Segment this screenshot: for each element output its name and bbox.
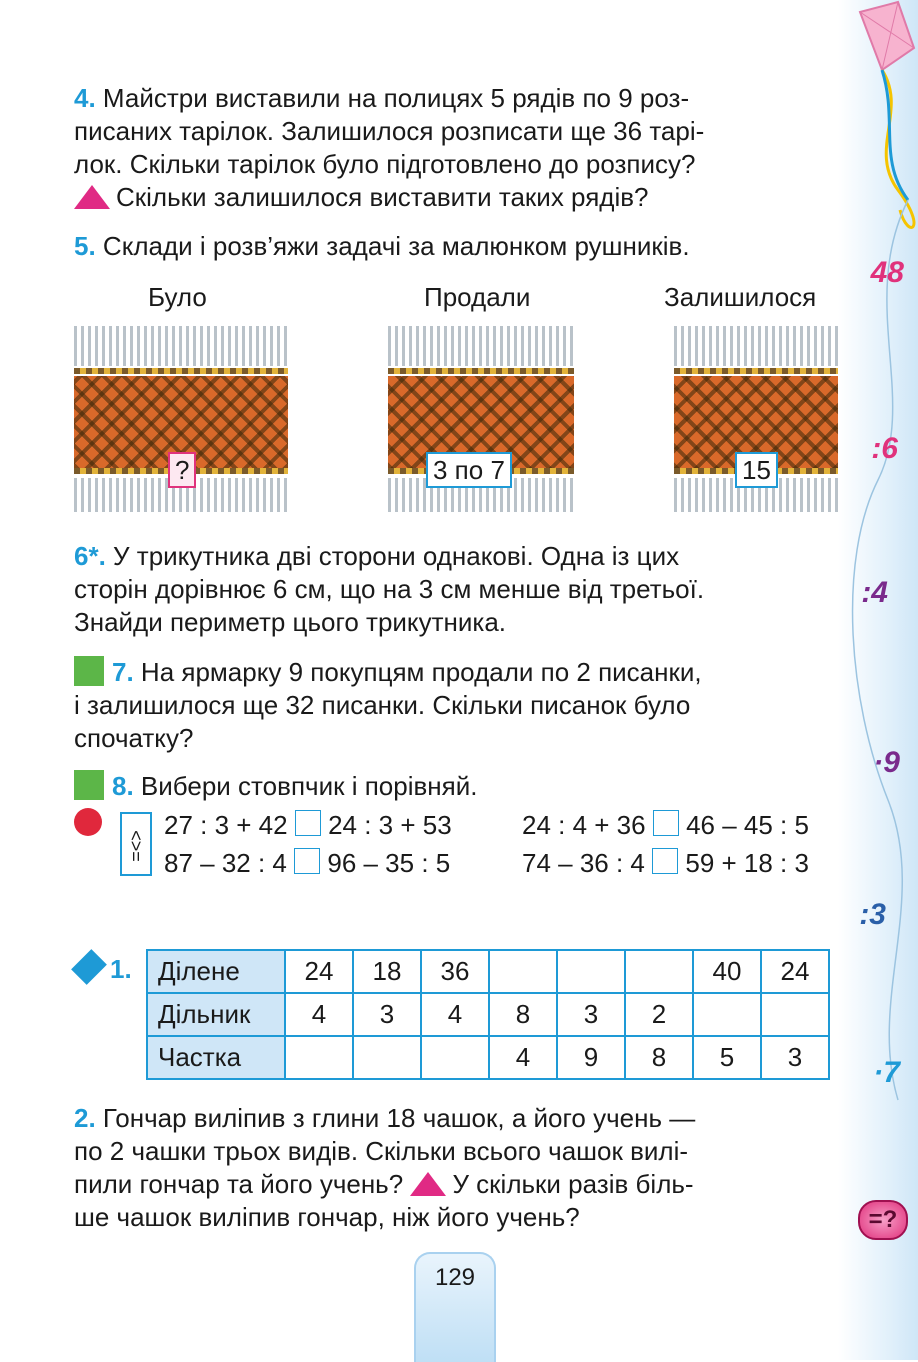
- task-number: 2.: [74, 1103, 96, 1133]
- table-cell[interactable]: [353, 1036, 421, 1079]
- table-cell: 5: [693, 1036, 761, 1079]
- table-cell: 8: [625, 1036, 693, 1079]
- table-cell[interactable]: [557, 950, 625, 993]
- equals-question-label: =?: [868, 1206, 898, 1233]
- label-left: 15: [735, 452, 778, 488]
- task-8: [74, 770, 838, 803]
- task-number: 8.: [112, 771, 134, 801]
- task-line: пили гончар та його учень?: [74, 1169, 404, 1199]
- task-line: Склади і розв’яжи задачі за малюнком рушників.: [102, 231, 690, 261]
- table-cell: 3: [761, 1036, 829, 1079]
- side-number-4: :4: [861, 576, 888, 609]
- red-circle-icon: [74, 808, 102, 836]
- table-cell: 2: [625, 993, 693, 1036]
- compare-expr: [522, 844, 809, 882]
- table-cell: 18: [353, 950, 421, 993]
- table-cell: 8: [489, 993, 557, 1036]
- side-number-7: ·7: [873, 1056, 900, 1089]
- task-7: [74, 656, 838, 755]
- task-line: У трикутника дві сторони однакові. Одна із цих: [113, 541, 680, 571]
- expr: 96 – 35 : 5: [327, 848, 451, 878]
- task-line: У скільки разів біль-: [452, 1169, 694, 1199]
- table-cell[interactable]: [625, 950, 693, 993]
- table-cell: 36: [421, 950, 489, 993]
- expr: 59 + 18 : 3: [685, 848, 809, 878]
- side-number-48: 48: [870, 256, 904, 289]
- table-cell: 4: [285, 993, 353, 1036]
- expr: 74 – 36 : 4: [522, 848, 645, 878]
- triangle-icon: [410, 1172, 446, 1196]
- caption-was: Було: [148, 282, 207, 312]
- table-cell[interactable]: [421, 1036, 489, 1079]
- division-table: [146, 949, 830, 1080]
- compare-expr: [522, 806, 809, 844]
- diamond-icon: [71, 949, 107, 985]
- table-cell[interactable]: [761, 993, 829, 1036]
- label-sold: 3 по 7: [426, 452, 512, 488]
- caption-left: Залишилося: [664, 282, 817, 312]
- task-number: 1.: [110, 954, 132, 984]
- table-cell: 24: [761, 950, 829, 993]
- task-line: Гончар виліпив з глини 18 чашок, а його учень —: [102, 1103, 696, 1133]
- row-header: Дільник: [147, 993, 285, 1036]
- task-line: спочатку?: [74, 723, 194, 753]
- side-strip: [838, 0, 918, 1360]
- task-6: [74, 540, 838, 639]
- caption-sold: Продали: [424, 282, 531, 312]
- side-number-9: ·9: [873, 746, 900, 779]
- table-cell: 3: [353, 993, 421, 1036]
- task-number: 6*.: [74, 541, 106, 571]
- table-cell[interactable]: [285, 1036, 353, 1079]
- task-line: по 2 чашки трьох видів. Скільки всього чашок вилі-: [74, 1136, 689, 1166]
- row-header: Частка: [147, 1036, 285, 1079]
- task-line: Майстри виставили на полицях 5 рядів по 9 роз-: [102, 83, 690, 113]
- expr: 27 : 3 + 42: [164, 810, 288, 840]
- task-2: [74, 1102, 838, 1234]
- table-cell: 4: [421, 993, 489, 1036]
- task-number: 4.: [74, 83, 96, 113]
- task-line: Скільки залишилося виставити таких рядів?: [116, 182, 649, 212]
- table-cell: 4: [489, 1036, 557, 1079]
- side-number-6: :6: [871, 432, 898, 465]
- row-header: Ділене: [147, 950, 285, 993]
- task-4: [74, 82, 838, 214]
- table-cell: 40: [693, 950, 761, 993]
- task-line: ше чашок виліпив гончар, ніж його учень?: [74, 1202, 580, 1232]
- compare-expr: [164, 806, 452, 844]
- task-line: Вибери стовпчик і порівняй.: [140, 771, 478, 801]
- task-number: 5.: [74, 231, 96, 261]
- label-unknown: ?: [168, 452, 196, 488]
- signs-label: <>=: [126, 830, 146, 862]
- question-badge-icon: [858, 1200, 908, 1240]
- answer-box[interactable]: [295, 810, 321, 836]
- page-number: 129: [434, 1264, 476, 1291]
- table-cell: 24: [285, 950, 353, 993]
- answer-box[interactable]: [653, 810, 679, 836]
- expr: 87 – 32 : 4: [164, 848, 287, 878]
- expr: 46 – 45 : 5: [686, 810, 809, 840]
- table-cell: 3: [557, 993, 625, 1036]
- expr: 24 : 3 + 53: [328, 810, 452, 840]
- task-number: 7.: [112, 657, 134, 687]
- task-line: і залишилося ще 32 писанки. Скільки писанок було: [74, 690, 691, 720]
- kite-icon: [838, 0, 918, 1360]
- table-row: [147, 993, 829, 1036]
- table-cell[interactable]: [693, 993, 761, 1036]
- task-line: писаних тарілок. Залишилося розписати ще 36 тарі-: [74, 116, 705, 146]
- task-line: сторін дорівнює 6 см, що на 3 см менше від третьої.: [74, 574, 705, 604]
- task-line: Знайди периметр цього трикутника.: [74, 607, 507, 637]
- task-line: лок. Скільки тарілок було підготовлено до розпису?: [74, 149, 696, 179]
- triangle-icon: [74, 185, 110, 209]
- compare-expr: [164, 844, 450, 882]
- expr: 24 : 4 + 36: [522, 810, 646, 840]
- table-row: [147, 950, 829, 993]
- task-line: На ярмарку 9 покупцям продали по 2 писанки,: [140, 657, 702, 687]
- compare-signs: [120, 812, 152, 876]
- page-number-tab: [414, 1252, 496, 1362]
- side-number-3: :3: [859, 898, 886, 931]
- table-cell[interactable]: [489, 950, 557, 993]
- task-5: [74, 230, 838, 263]
- table-row: [147, 1036, 829, 1079]
- answer-box[interactable]: [294, 848, 320, 874]
- answer-box[interactable]: [652, 848, 678, 874]
- table-cell: 9: [557, 1036, 625, 1079]
